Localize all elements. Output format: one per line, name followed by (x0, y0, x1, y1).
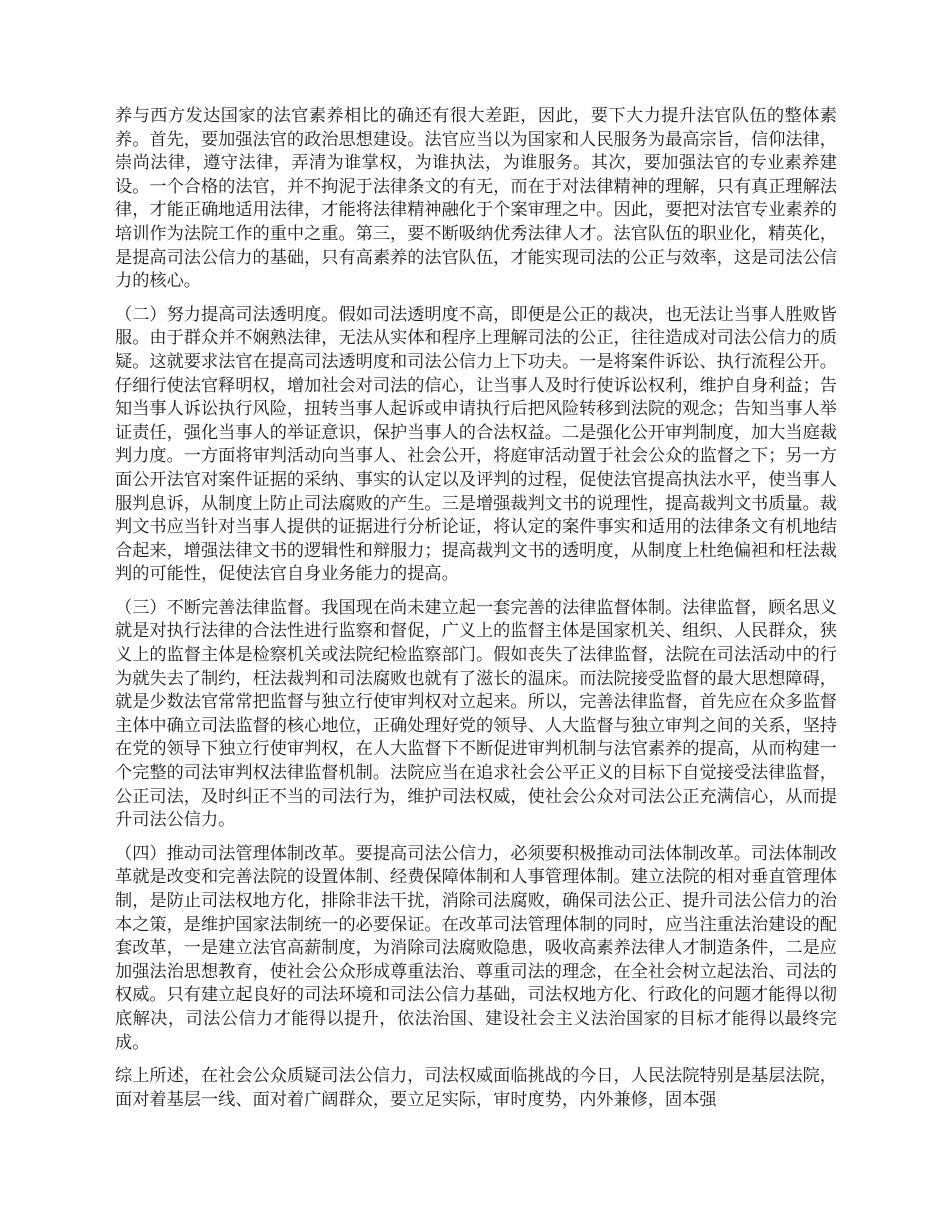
paragraph-judicial-transparency: （二）努力提高司法透明度。假如司法透明度不高，即便是公正的裁决，也无法让当事人胜败皆服。由于群众并不娴熟法律，无法从实体和程序上理解司法的公正，往往造成对司法公信力的质疑。这就要求法官在提高司法透明度和司法公信力上下功夫。一是将案件诉讼、执行流程公开。仔细行使法官释明权，增加社会对司法的信心，让当事人及时行使诉讼权利，维护自身利益；告知当事人诉讼执行风险，扭转当事人起诉或申请执行后把风险转移到法院的观念；告知当事人举证责任，强化当事人的举证意识，保护当事人的合法权益。二是强化公开审判制度，加大当庭裁判力度。一方面将审判活动向当事人、社会公开，将庭审活动置于社会公众的监督之下；另一方面公开法官对案件证据的采纳、事实的认定以及评判的过程，促使法官提高执法水平，使当事人服判息诉，从制度上防止司法腐败的产生。三是增强裁判文书的说理性，提高裁判文书质量。裁判文书应当针对当事人提供的证据进行分析论证，将认定的案件事实和适用的法律条文有机地结合起来，增强法律文书的逻辑性和辩服力；提高裁判文书的透明度，从制度上杜绝偏袒和枉法裁判的可能性，促使法官自身业务能力的提高。 (115, 304, 837, 585)
document-body (115, 105, 837, 1122)
paragraph-judicial-reform: （四）推动司法管理体制改革。要提高司法公信力，必须要积极推动司法体制改革。司法体制改革就是改变和完善法院的设置体制、经费保障体制和人事管理体制。建立法院的相对垂直管理体制，是防止司法权地方化，排除非法干扰，消除司法腐败，确保司法公正、提升司法公信力的治本之策，是维护国家法制统一的必要保证。在改革司法管理体制的同时，应当注重法治建设的配套改革，一是建立法官高薪制度，为消除司法腐败隐患，吸收高素养法律人才制造条件，二是应加强法治思想教育，使社会公众形成尊重法治、尊重司法的理念，在全社会树立起法治、司法的权威。只有建立起良好的司法环境和司法公信力基础，司法权地方化、行政化的问题才能得以彻底解决，司法公信力才能得以提升，依法治国、建设社会主义法治国家的目标才能得以最终完成。 (115, 843, 837, 1053)
paragraph-judge-quality: 养与西方发达国家的法官素养相比的确还有很大差距，因此，要下大力提升法官队伍的整体素养。首先，要加强法官的政治思想建设。法官应当以为国家和人民服务为最高宗旨，信仰法律，崇尚法律，遵守法律，弄清为谁掌权，为谁执法，为谁服务。其次，要加强法官的专业素养建设。一个合格的法官，并不拘泥于法律条文的有无，而在于对法律精神的理解，只有真正理解法律，才能正确地适用法律，才能将法律精神融化于个案审理之中。因此，要把对法官专业素养的培训作为法院工作的重中之重。第三，要不断吸纳优秀法律人才。法官队伍的职业化，精英化，是提高司法公信力的基础，只有高素养的法官队伍，才能实现司法的公正与效率，这是司法公信力的核心。 (115, 106, 837, 292)
paragraph-conclusion: 综上所述，在社会公众质疑司法公信力，司法权威面临挑战的今日，人民法院特别是基层法院，面对着基层一线、面对着广阔群众，要立足实际，审时度势，内外兼修，固本强 (115, 1066, 837, 1110)
paragraph-legal-supervision: （三）不断完善法律监督。我国现在尚未建立起一套完善的法律监督体制。法律监督，顾名思义就是对执行法律的合法性进行监察和督促，广义上的监督主体是国家机关、组织、人民群众，狭义上的监督主体是检察机关或法院纪检监察部门。假如丧失了法律监督，法院在司法活动中的行为就失去了制约，枉法裁判和司法腐败也就有了滋长的温床。而法院接受监督的最大思想障碍，就是少数法官常常把监督与独立行使审判权对立起来。所以，完善法律监督，首先应在众多监督主体中确立司法监督的核心地位，正确处理好党的领导、人大监督与独立审判之间的关系，坚持在党的领导下独立行使审判权，在人大监督下不断促进审判机制与法官素养的提高，从而构建一个完整的司法审判权法律监督机制。法院应当在追求社会公平正义的目标下自觉接受法律监督，公正司法，及时纠正不当的司法行为，维护司法权威，使社会公众对司法公正充满信心，从而提升司法公信力。 (115, 597, 837, 831)
